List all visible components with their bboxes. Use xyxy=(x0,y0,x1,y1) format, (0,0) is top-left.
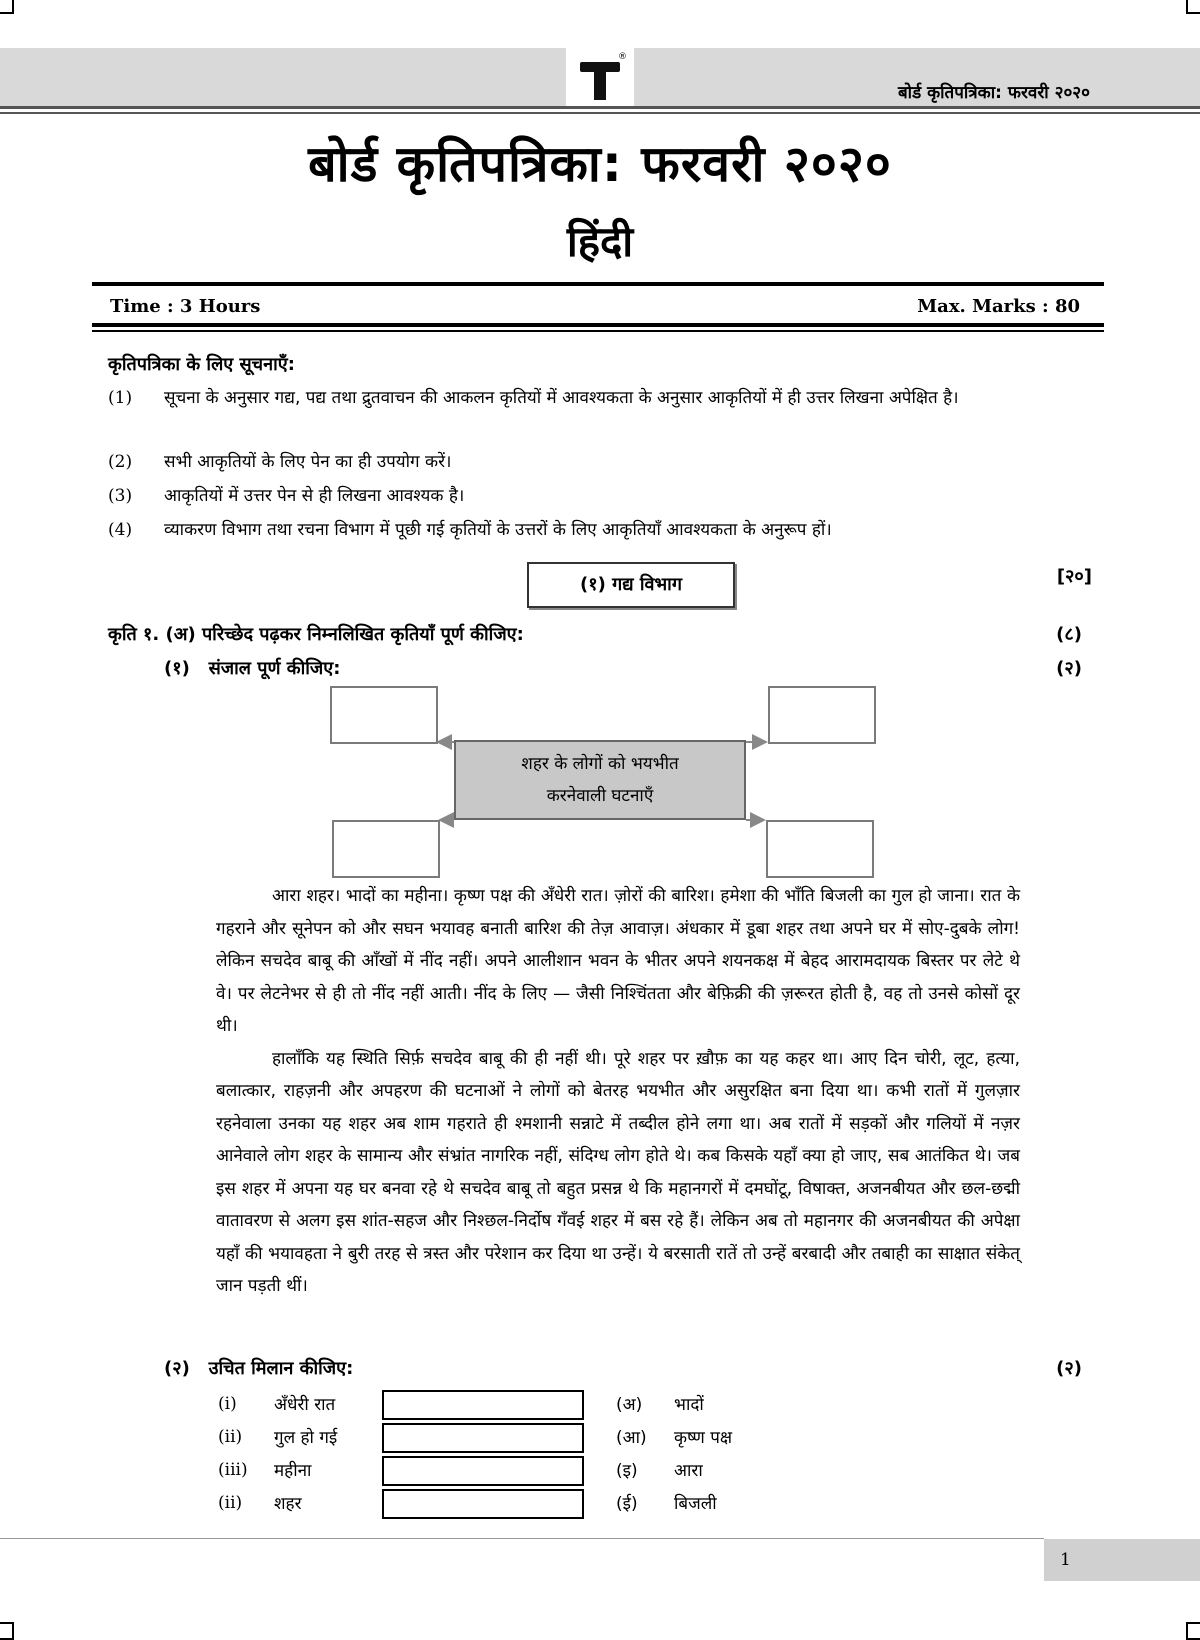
time-label: Time : 3 Hours xyxy=(110,296,261,317)
subject-title: हिंदी xyxy=(566,217,634,266)
match-letter: (अ) xyxy=(616,1395,643,1415)
match-letter: (ई) xyxy=(616,1494,638,1514)
match-answer-box[interactable] xyxy=(382,1489,584,1519)
instruction-number: (3) xyxy=(108,486,133,506)
instruction-text: आकृतियों में उत्तर पेन से ही लिखना आवश्यक है। xyxy=(164,486,465,506)
match-roman: (ii) xyxy=(218,1427,243,1447)
match-term: गुल हो गई xyxy=(274,1428,338,1448)
match-row xyxy=(218,1456,778,1486)
passage xyxy=(216,880,1020,1303)
match-option: कृष्ण पक्ष xyxy=(674,1428,733,1448)
page-number-box xyxy=(1044,1539,1200,1581)
instruction-text: व्याकरण विभाग तथा रचना विभाग में पूछी गई कृतियों के उत्तरों के लिए आकृतियाँ आवश्यकता के अनुरूप हों। xyxy=(164,520,832,540)
match-option: बिजली xyxy=(674,1494,717,1514)
crop-mark-bottom-left xyxy=(0,1622,14,1640)
match-term: शहर xyxy=(274,1494,302,1514)
match-letter: (आ) xyxy=(616,1428,647,1448)
footer-rule xyxy=(0,1538,1044,1539)
instructions-heading: कृतिपत्रिका के लिए सूचनाएँ: xyxy=(108,354,295,375)
match-roman: (iii) xyxy=(218,1460,248,1480)
match-option: भादों xyxy=(674,1395,704,1415)
max-marks-label: Max. Marks : 80 xyxy=(917,296,1080,317)
page-number: 1 xyxy=(1060,1550,1071,1570)
sub-question-2-label: (२) उचित मिलान कीजिए: xyxy=(164,1358,354,1379)
match-row xyxy=(218,1489,778,1519)
page-title: बोर्ड कृतिपत्रिका: फरवरी २०२० xyxy=(308,135,892,193)
match-answer-box[interactable] xyxy=(382,1456,584,1486)
instruction-text: सूचना के अनुसार गद्य, पद्य तथा द्रुतवाचन की आकलन कृतियों में आवश्यकता के अनुसार आकृतियों में ही उत्तर लिखना अपेक्षित है। xyxy=(164,388,959,408)
sub-question-1-label: (१) संजाल पूर्ण कीजिए: xyxy=(164,658,341,679)
running-head: बोर्ड कृतिपत्रिका: फरवरी २०२० xyxy=(897,83,1090,103)
web-answer-box[interactable] xyxy=(768,686,876,744)
passage-paragraph: आरा शहर। भादों का महीना। कृष्ण पक्ष की अँधेरी रात। ज़ोरों की बारिश। हमेशा की भाँति बिजली का गुल हो जाना। रात के गहराने और सूनेपन को और सघन भयावह बनाती बारिश की तेज़ आवाज़। अंधकार में डूबा शहर तथा अपने घर में सोए-दुबके लोग! लेकिन सचदेव बाबू की आँखों में नींद नहीं। अपने आलीशान भवन के भीतर अपने शयनकक्ष में बेहद आरामदायक बिस्तर पर लेटे थे वे। पर लेटनेभर से ही तो नींद नहीं आती। नींद के लिए — जैसी निश्चिंतता और बेफ़िक्री की ज़रूरत होती है, वह तो उनसे कोसों दूर थी। xyxy=(216,886,1020,1036)
registered-mark: ® xyxy=(618,52,627,62)
web-center-node xyxy=(454,740,746,820)
web-answer-box[interactable] xyxy=(766,820,874,878)
web-center-line: शहर के लोगों को भयभीत xyxy=(521,754,679,774)
match-row xyxy=(218,1423,778,1453)
section-title: (१) गद्य विभाग xyxy=(527,562,735,608)
question-1-marks: (८) xyxy=(1056,624,1082,645)
web-center-line: करनेवाली घटनाएँ xyxy=(546,786,654,806)
passage-paragraph: हालाँकि यह स्थिति सिर्फ़ सचदेव बाबू की ही नहीं थी। पूरे शहर पर ख़ौफ़ का यह कहर था। आए दिन चोरी, लूट, हत्या, बलात्कार, राहज़नी और अपहरण की घटनाओं ने लोगों को बेतरह भयभीत और असुरक्षित बना दिया था। कभी रातों में गुलज़ार रहनेवाला उनका यह शहर अब शाम गहराते ही श्मशानी सन्नाटे में तब्दील होने लगा था। अब रातों में सड़कों और गलियों में नज़र आनेवाले लोग शहर के सामान्य और संभ्रांत नागरिक नहीं, संदिग्ध लोग होते थे। कब किसके यहाँ क्या हो जाए, सब आतंकित थे। जब इस शहर में अपना यह घर बनवा रहे थे सचदेव बाबू तो बहुत प्रसन्न थे कि महानगरों में दमघोंटू, विषाक्त, अजनबीयत और छल-छद्मी वातावरण से अलग इस शांत-सहज और निश्छल-निर्दोष गँवई शहर में बस रहे हैं। लेकिन अब तो महानगर की अजनबीयत की अपेक्षा यहाँ की भयावहता ने बुरी तरह से त्रस्त और परेशान कर दिया था उन्हें। ये बरसाती रातें तो उन्हें बरबादी और तबाही का साक्षात संकेत् जान पड़ती थीं। xyxy=(216,1048,1020,1296)
match-letter: (इ) xyxy=(616,1461,638,1481)
instruction-text: सभी आकृतियों के लिए पेन का ही उपयोग करें। xyxy=(164,452,452,472)
match-option: आरा xyxy=(674,1461,703,1481)
section-marks: [२०] xyxy=(1056,566,1092,587)
match-answer-box[interactable] xyxy=(382,1423,584,1453)
sub-question-1-marks: (२) xyxy=(1056,658,1082,679)
sub-question-2-marks: (२) xyxy=(1056,1358,1082,1379)
web-answer-box[interactable] xyxy=(332,820,440,878)
match-term: महीना xyxy=(274,1461,312,1481)
web-answer-box[interactable] xyxy=(330,686,438,744)
match-term: अँधेरी रात xyxy=(274,1395,336,1415)
match-roman: (ii) xyxy=(218,1493,243,1513)
instruction-number: (2) xyxy=(108,452,133,472)
match-roman: (i) xyxy=(218,1394,237,1414)
crop-mark-bottom-right xyxy=(1186,1622,1200,1640)
match-row xyxy=(218,1390,778,1420)
question-1-label: कृति १. (अ) परिच्छेद पढ़कर निम्नलिखित कृतियाँ पूर्ण कीजिए: xyxy=(108,624,524,645)
match-answer-box[interactable] xyxy=(382,1390,584,1420)
instruction-number: (4) xyxy=(108,520,133,540)
instruction-number: (1) xyxy=(108,388,133,408)
